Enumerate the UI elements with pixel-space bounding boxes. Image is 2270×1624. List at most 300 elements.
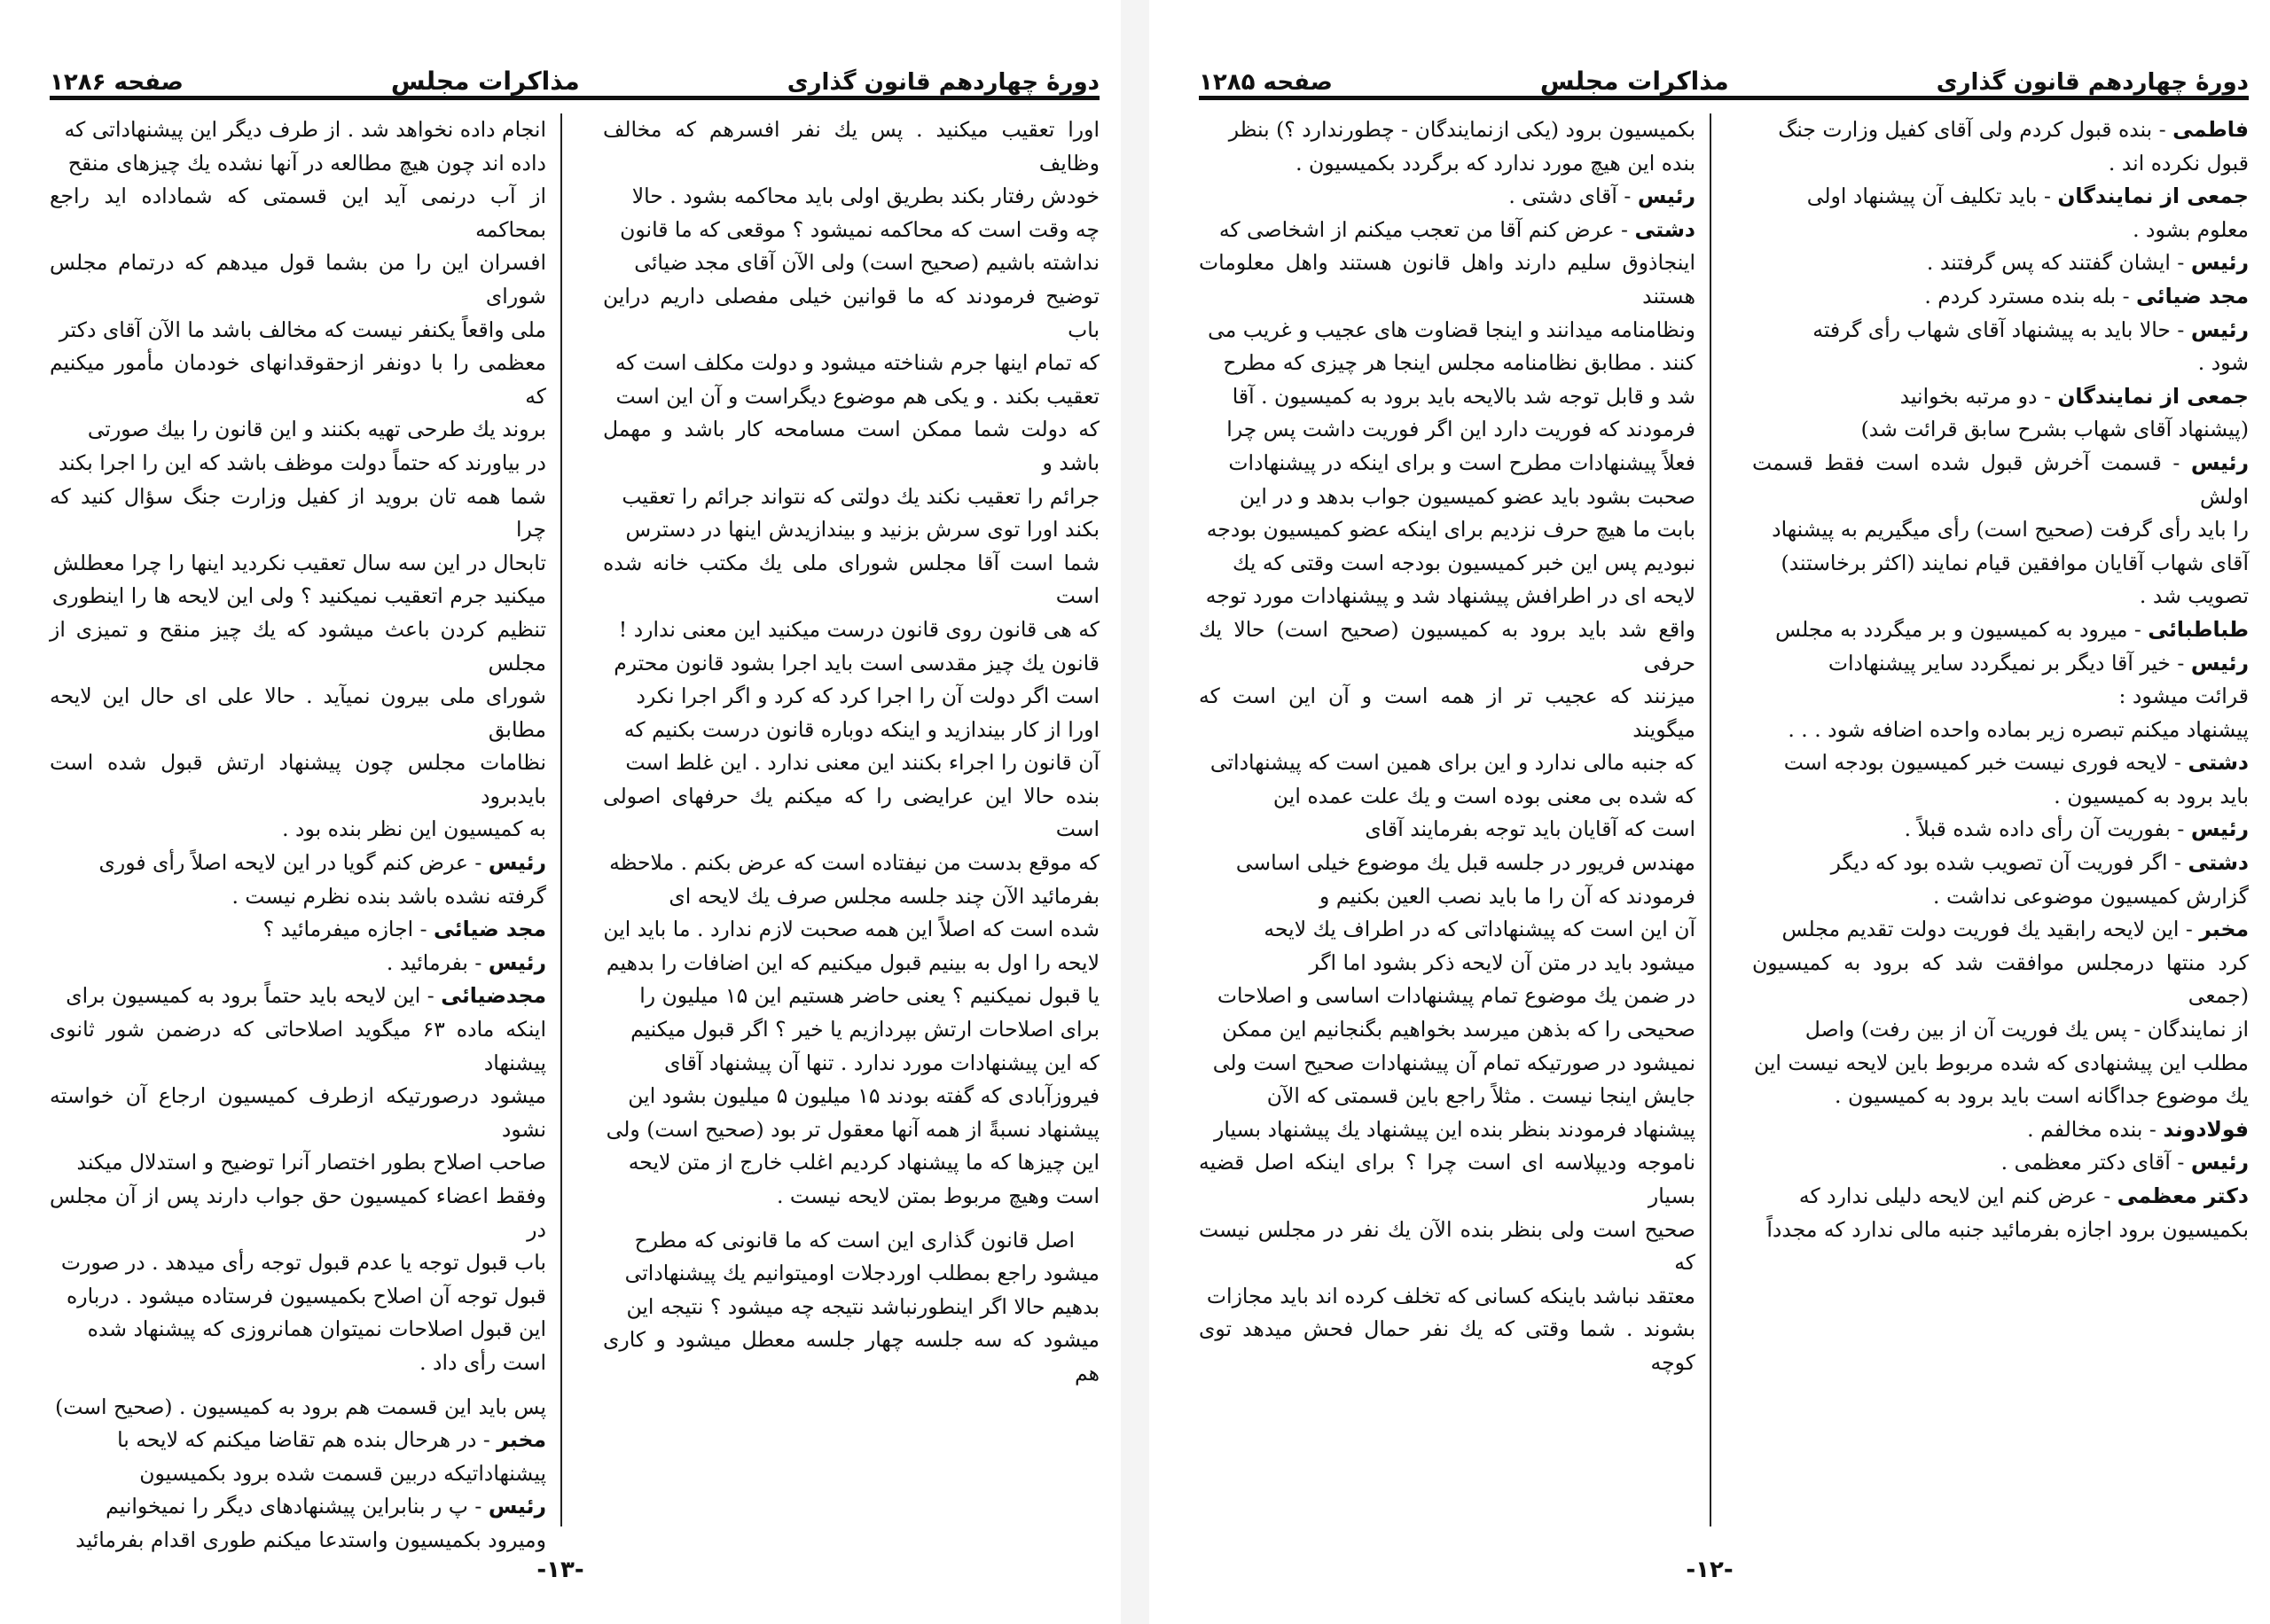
text-line [1752,347,2249,380]
text-line [50,1013,546,1080]
line-text: نبودیم پس این خبر کمیسیون بودجه است وقتی که یك [1233,550,1695,575]
line-text: میشود که سه جلسه چهار جلسه معطل میشود و کاری هم [603,1327,1100,1386]
speaker-name: رئیس [2190,816,2249,842]
line-text: میشود باید در متن آن لایحه ذکر بشود اما اگر [1309,949,1695,975]
line-text: (پیشنهاد آقای شهاب بشرح سابق قرائت شد) [1860,417,2249,442]
line-text: پیشنهاد میکنم تبصره زیر بماده واحده اضافه شود . . . [1788,716,2249,742]
line-text: ناموجه ودیپلاسه ای است چرا ؟ برای اینکه اصل قضیه بسیار [1199,1150,1695,1208]
text-line [1199,880,1695,914]
line-text: - خیر آقا دیگر بر نمیگردد سایر پیشنهادات [1828,650,2191,675]
line-text: - بنده قبول کردم ولی آقای کفیل وزارت جنگ [1778,117,2173,142]
line-text: شورای ملی بیرون نمیآید . حالا علی ای حال این لایحه مطابق [50,683,546,742]
line-text: قبول نکرده اند . [2108,150,2249,176]
line-text: ملی واقعاً یکنفر نیست که مخالف باشد ما الآن آقای دکتر [59,316,546,342]
text-line [1199,980,1695,1013]
text-line [603,1080,1100,1113]
text-line [50,1457,546,1491]
line-text: نظامات مجلس چون پیشنهاد ارتش قبول شده است بایدبرود [50,750,546,808]
line-text: تعقیب بکند . و یکی هم موضوع دیگراست و آن این است [615,383,1100,409]
line-text: پس باید این قسمت هم برود به کمیسیون . (صحیح است) [55,1394,546,1419]
line-text: نمیشود در صورتیکه تمام آن پیشنهادات صحیح است ولی [1212,1050,1695,1075]
text-line [50,1490,546,1524]
line-text: - دو مرتبه بخوانید [1899,383,2058,409]
line-text: که هی قانون روی قانون درست میکنید این معنی ندارد ! [618,616,1100,642]
line-text: میشود راجع بمطلب اوردجلات اومیتوانیم یك پیشنهاداتی [624,1261,1100,1286]
line-text: قرائت میشود : [2118,683,2249,709]
line-text: صحیحی را که بذهن میرسد بخواهیم بگنجانیم این ممکن [1222,1017,1695,1042]
speaker-name: رئیس [488,1494,546,1519]
line-text: تابحال در این سه سال تعقیب نکردید اینها را چرا معطلش [52,550,546,575]
text-line [50,113,546,147]
left-page [0,0,1121,1624]
text-line [1199,1214,1695,1280]
speaker-name: مجد ضیائی [434,917,546,942]
paragraph-spacer [603,1214,1100,1224]
line-text: است وهیچ مربوط بمتن لایحه نیست . [776,1183,1100,1208]
text-line [1752,847,2249,880]
text-line [1199,1146,1695,1213]
line-text: بنده این هیچ مورد ندارد که برگردد بکمیسیون . [1295,150,1695,176]
text-line [1199,180,1695,214]
line-text: تنظیم کردن باعث میشود که یك چیز منقح و تمیزی از مجلس [50,616,546,675]
line-text: معتقد نباشد باینکه کسانی که تخلف کرده اند باید مجازات [1206,1283,1695,1308]
text-line [50,1424,546,1457]
text-line [1752,1146,2249,1180]
line-text: از آب درنمی آید این قسمتی که شماداده اید راجع بمحاکمه [50,183,546,242]
line-text: فیروزآبادی که گفته بودند ۱۵ میلیون ۵ میلیون بشود این [628,1083,1100,1109]
text-line [1199,813,1695,847]
text-line [50,1391,546,1425]
right-header-rule [1199,96,2249,100]
text-line [1199,613,1695,680]
text-line [50,880,546,914]
line-text: خودش رفتار بکند بطریق اولی باید محاکمه بشود . حالا [631,183,1100,209]
line-text: انجام داده نخواهد شد . از طرف دیگر این پیشنهاداتی که [64,117,546,142]
text-line [603,513,1100,547]
line-text: - عرض کنم این لایحه دلیلی ندارد که [1798,1183,2117,1208]
line-text: شما است آقا مجلس شورای ملی یك مکتب خانه شده است [603,550,1100,609]
line-text: وفقط اعضاء کمیسیون حق جواب دارند پس از آن مجلس در [50,1183,546,1242]
line-text: اورا از کار بیندازید و اینکه دوباره قانون درست بکنیم که [623,716,1100,742]
text-line [1752,1047,2249,1081]
line-text: کرد منتها درمجلس موافقت شد که برود به کمیسیون (جمعی [1752,949,2249,1009]
line-text: که تمام اینها جرم شناخته میشود و دولت مکلف است که [614,350,1100,376]
speaker-name: دشتی [2188,750,2249,776]
line-text: که موقع بدست من نیفتاده است که عرض بکنم . ملاحظه [609,850,1100,876]
text-line [1199,246,1695,313]
line-text: اینجاذوق سلیم دارند واهل قانون هستند واهل معلومات هستند [1199,250,1695,308]
text-line [50,314,546,347]
line-text: معظمی را با دونفر ازحقوقدانهای خودمان مأمور میکنیم که [50,350,546,409]
text-line [603,780,1100,847]
line-text: صاحب اصلاح بطور اختصار آنرا توضیح و استدلال میکند [76,1150,546,1175]
left-header-page-number: صفحه ۱۲۸۶ [50,69,184,96]
line-text: - حالا باید به پیشنهاد آقای شهاب رأی گرفته [1812,316,2191,342]
text-line [603,1291,1100,1324]
line-text: است اگر دولت آن را اجرا کرد که کرد و اگر اجرا نکرد [636,683,1100,709]
text-line [1752,214,2249,247]
line-text: داده اند چون هیچ مطالعه در آنها نشده یك چیزهای منقح [67,150,546,176]
line-text: تصویب شد . [2139,583,2249,609]
line-text: باید برود به کمیسیون . [2054,783,2249,808]
line-text: صحیح است ولی بنظر بنده الآن یك نفر در مجلس نیست که [1199,1216,1695,1276]
line-text: شود . [2197,350,2249,376]
text-line [1199,947,1695,980]
text-line [603,647,1100,681]
text-line [603,480,1100,514]
line-text: قانون یك چیز مقدسی است باید اجرا بشود قانون محترم [614,650,1100,675]
text-line [50,413,546,447]
text-line [1752,1180,2249,1214]
text-line [50,947,546,980]
text-line [1752,1080,2249,1113]
text-line [50,613,546,680]
text-line [50,1146,546,1180]
line-text: جایش اینجا نیست . مثلاً راجع باین قسمتی که الآن [1266,1083,1695,1109]
text-line [603,1257,1100,1291]
text-line [1199,147,1695,181]
text-line [603,980,1100,1013]
speaker-name: رئیس [2190,316,2249,342]
text-line [1752,180,2249,214]
text-line [1752,147,2249,181]
text-line [1199,1013,1695,1047]
text-line [1752,380,2249,414]
right-header-title: دورهٔ چهاردهم قانون گذاری [1936,69,2249,96]
text-line [603,1113,1100,1147]
text-line [603,714,1100,747]
right-page-folio: -۱۲- [1686,1557,1734,1583]
speaker-name: دشتی [2188,850,2249,876]
text-line [50,913,546,947]
line-text: فرمودند که آن را ما باید نصب العین بکنیم و [1319,883,1695,909]
speaker-name: مخبر [497,1427,546,1453]
line-text: که جنبه مالی ندارد و این برای همین است که پیشنهاداتی [1209,750,1695,776]
text-line [1199,746,1695,780]
text-line [603,880,1100,914]
left-page-left-column [50,113,546,1552]
line-text: گزارش کمیسیون موضوعی نداشت . [1933,883,2249,909]
text-line [1752,513,2249,547]
right-page-header [1199,50,2249,96]
line-text: این قبول اصلاحات نمیتوان همانروزی که پیشنهاد شده [87,1316,546,1342]
speaker-name: مجدضیائی [441,983,546,1009]
text-line [1752,1113,2249,1147]
text-line [1199,547,1695,581]
left-page-column-divider [560,113,562,1526]
text-line [603,380,1100,414]
line-text: بشوند . شما وقتی که یك نفر حمال فحش میدهد توی کوچه [1199,1316,1695,1375]
line-text: لایحه ای در اطرافش پیشنهاد شد و پیشنهادات مورد توجه [1205,583,1695,609]
speaker-name: فاطمی [2172,117,2249,142]
text-line [603,1180,1100,1214]
line-text: میشود درصورتیکه ازطرف کمیسیون ارجاع آن خواسته نشود [50,1083,546,1142]
line-text: برای اصلاحات ارتش بپردازیم یا خیر ؟ اگر قبول میکنیم [630,1017,1100,1042]
line-text: نداشته باشیم (صحیح است) ولی الآن آقای مجد ضیائی [634,250,1100,276]
line-text: که دولت شما ممکن است مسامحه کار باشد و مهمل باشد و [603,417,1100,475]
line-text: پیشنهاد فرمودند بنظر بنده این پیشنهاد یك پیشنهاد بسیار [1213,1116,1695,1142]
line-text: مهندس فریور در جلسه قبل یك موضوع خیلی اساسی [1235,850,1695,876]
line-text: واقع شد باید برود به کمیسیون (صحیح است) حالا یك حرفی [1199,616,1695,675]
text-line [1199,447,1695,480]
text-line [50,1313,546,1347]
text-line [1199,314,1695,347]
line-text: - پ ر بنابراین پیشنهادهای دیگر را نمیخوانیم [106,1494,489,1519]
line-text: است که آقایان باید توجه بفرمایند آقای [1365,816,1695,842]
line-text: شما همه تان بروید از کفیل وزارت جنگ سؤال کنید که چرا [50,483,546,543]
line-text: فرمودند که فوریت دارد این اگر فوریت داشت پس چرا [1226,417,1695,442]
line-text: را باید رأی گرفت (صحیح است) رأی میگیریم به پیشنهاد [1772,517,2249,543]
text-line [1752,746,2249,780]
paragraph-spacer [50,1380,546,1391]
line-text: آقای شهاب آقایان موافقین قیام نمایند (اکثر برخاستند) [1781,550,2249,575]
text-line [50,480,546,547]
right-page [1149,0,2270,1624]
speaker-name: جمعی از نمایندگان [2057,183,2249,209]
line-text: صحبت بشود باید عضو کمیسیون جواب بدهد و در این [1239,483,1695,509]
text-line [50,447,546,480]
text-line [603,347,1100,380]
line-text: پیشنهاد نسبةً از همه آنها معقول تر بود (صحیح است) ولی [606,1116,1100,1142]
line-text: به کمیسیون این نظر بنده بود . [282,816,546,842]
line-text: - اگر فوریت آن تصویب شده بود که دیگر [1830,850,2188,876]
line-text: اینکه ماده ۶۳ میگوید اصلاحاتی که درضمن شور ثانوی پیشنهاد [50,1017,546,1075]
text-line [50,580,546,613]
line-text: بکند اورا توی سرش بزنید و بیندازیدش اینها در دسترس [625,517,1100,543]
text-line [603,1224,1100,1258]
line-text: باب قبول توجه یا عدم قبول توجه رأی میدهد . در صورت [60,1250,546,1276]
line-text: در ضمن یك موضوع تمام پیشنهادات اساسی و اصلاحات [1217,983,1695,1009]
text-line [50,746,546,813]
right-header-center: مذاکرات مجلس [1539,66,1729,96]
line-text: بکمیسیون برود اجازه بفرمائید جنبه مالی ندارد که مجدداً [1766,1216,2249,1242]
text-line [50,1180,546,1246]
text-line [1199,380,1695,414]
text-line [50,347,546,413]
text-line [1752,780,2249,814]
text-line [1199,1313,1695,1379]
line-text: شد و قابل توجه شد بالایحه باید برود به کمیسیون . آقا [1232,383,1695,409]
line-text: میکنید جرم اتعقیب نمیکنید ؟ ولی این لایحه ها را اینطوری [51,583,546,609]
text-line [50,847,546,880]
left-page-right-column [603,113,1100,1539]
text-line [603,113,1100,180]
line-text: - بفوریت آن رأی داده شده قبلاً . [1904,816,2191,842]
line-text: که شده بی معنی بوده است و یك علت عمده این [1272,783,1695,808]
line-text: جرائم را تعقیب نکند یك دولتی که نتواند جرائم را تعقیب [622,483,1100,509]
line-text: کنند . مطابق نظامنامه مجلس اینجا هر چیزی که مطرح [1223,350,1695,376]
line-text: توضیح فرمودند که ما قوانین خیلی مفصلی داریم دراین باب [603,283,1100,342]
text-line [1752,947,2249,1013]
line-text: - عرض کنم آقا من تعجب میکنم از اشخاصی که [1218,216,1635,242]
text-line [603,1146,1100,1180]
line-text: مطلب این پیشنهادی که شده مربوط باین لایحه نیست این [1753,1050,2249,1075]
line-text: - ایشان گفتند که پس گرفتند . [1926,250,2191,276]
text-line [50,1080,546,1146]
text-line [50,1280,546,1314]
text-line [1199,214,1695,247]
text-line [50,1524,546,1558]
text-line [1199,113,1695,147]
line-text: - اجازه میفرمائید ؟ [262,917,434,942]
text-line [1752,280,2249,314]
text-line [50,547,546,581]
line-text: بنده حالا این عرایضی را که میکنم یك حرفهای اصولی است [603,783,1100,842]
line-text: - لایحه فوری نیست خبر کمیسیون بودجه است [1783,750,2188,776]
speaker-name: رئیس [2190,449,2249,475]
line-text: است رأی داد . [419,1349,546,1375]
speaker-name: رئیس [2190,250,2249,276]
text-line [603,947,1100,980]
text-line [603,913,1100,947]
text-line [1752,880,2249,914]
line-text: ومیرود بکمیسیون واستدعا میکنم طوری اقدام بفرمائید [75,1526,546,1552]
book-gutter [1121,0,1149,1624]
line-text: - این لایحه رابقید یك فوریت دولت تقدیم مجلس [1781,917,2200,942]
line-text: چه وقت است که محاکمه نمیشود ؟ موقعی که ما قانون [620,216,1100,242]
line-text: میزنند که عجیب تر از همه است و آن این است که میگویند [1199,683,1695,742]
line-text: ونظامنامه میدانند و اینجا قضاوت های عجیب و غریب می [1208,316,1695,342]
line-text: اورا تعقیب میکنید . پس یك نفر افسرهم که مخالف وظایف [603,117,1100,176]
left-page-header [50,50,1100,96]
line-text: بابت ما هیچ حرف نزدیم برای اینکه عضو کمیسیون بودجه [1206,517,1695,543]
line-text: لایحه را اول به بینیم قبول میکنیم که این اضافات را بدهیم [606,949,1100,975]
speaker-name: دکتر معظمی [2117,1183,2249,1208]
text-line [1199,913,1695,947]
text-line [50,1246,546,1280]
line-text: این چیزها که ما پیشنهاد کردیم اغلب خارج از متن لایحه [628,1150,1100,1175]
text-line [50,147,546,181]
speaker-name: دشتی [1634,216,1695,242]
text-line [603,680,1100,714]
text-line [50,246,546,313]
text-line [1752,913,2249,947]
speaker-name: رئیس [488,850,546,876]
text-line [1199,480,1695,514]
text-line [1752,613,2249,647]
speaker-name: مجد ضیائی [2136,283,2249,308]
text-line [603,547,1100,613]
text-line [603,1047,1100,1081]
right-page-left-column [1199,113,1695,1539]
line-text: گرفته نشده باشد بنده نظرم نیست . [231,883,546,909]
left-page-folio: -۱۳- [536,1557,584,1583]
text-line [1199,1280,1695,1314]
text-line [50,680,546,746]
text-line [603,180,1100,214]
speaker-name: مخبر [2199,917,2249,942]
text-line [603,280,1100,347]
text-line [603,413,1100,480]
text-line [1752,447,2249,513]
text-line [1752,680,2249,714]
text-line [603,847,1100,880]
line-text: - قسمت آخرش قبول شده است فقط قسمت اولش [1752,449,2249,509]
text-line [1199,680,1695,746]
text-line [1752,813,2249,847]
text-line [1752,246,2249,280]
line-text: - آقای دکتر معظمی . [2000,1150,2191,1175]
line-text: بدهیم حالا اگر اینطورنباشد نتیجه چه میشود ؟ نتیجه این [626,1293,1100,1319]
line-text: پیشنهاداتیکه دربین قسمت شده برود بکمیسیون [139,1460,546,1486]
text-line [1199,513,1695,547]
line-text: یا قبول نمیکنیم ؟ یعنی حاضر هستیم این ۱۵ میلیون را [639,983,1100,1009]
text-line [1752,547,2249,581]
left-header-center: مذاکرات مجلس [390,66,580,96]
left-header-title: دورهٔ چهاردهم قانون گذاری [787,69,1100,96]
line-text: - بنده مخالفم . [2027,1116,2164,1142]
text-line [1752,580,2249,613]
text-line [603,1323,1100,1390]
line-text: فعلاً پیشنهادات مطرح است و برای اینکه در پیشنهادات [1228,449,1695,475]
right-page-right-column [1752,113,2249,1539]
line-text: در بیاورند که حتماً دولت موظف باشد که این را اجرا بکند [58,449,546,475]
text-line [1752,413,2249,447]
line-text: - آقای دشتی . [1508,183,1638,209]
speaker-name: طباطبائی [2148,616,2249,642]
text-line [50,1347,546,1380]
text-line [1752,1013,2249,1047]
line-text: بفرمائید الآن چند جلسه مجلس صرف یك لایحه ای [669,883,1100,909]
line-text: - عرض کنم گویا در این لایحه اصلاً رأی فوری [98,850,489,876]
speaker-name: فولادوند [2163,1116,2249,1142]
text-line [50,813,546,847]
line-text: که این پیشنهادات مورد ندارد . تنها آن پیشنهاد آقای [664,1050,1100,1075]
text-line [1752,113,2249,147]
text-line [603,1013,1100,1047]
line-text: - این لایحه باید حتماً برود به کمیسیون برای [66,983,442,1009]
line-text: آن قانون را اجراء بکنند این معنی ندارد . این غلط است [625,750,1100,776]
line-text: بکمیسیون برود (یکی ازنمایندگان - چطورندارد ؟) بنظر [1228,117,1695,142]
text-line [603,246,1100,280]
text-line [1752,647,2249,681]
speaker-name: رئیس [488,949,546,975]
line-text: اصل قانون گذاری این است که ما قانونی که مطرح [634,1227,1075,1253]
text-line [1199,413,1695,447]
line-text: - باید تکلیف آن پیشنهاد اولی [1806,183,2058,209]
text-line [603,214,1100,247]
speaker-name: رئیس [2190,650,2249,675]
text-line [1199,780,1695,814]
line-text: آن این است که پیشنهاداتی که در اطراف یك لایحه [1264,917,1695,942]
line-text: - میرود به کمیسیون و بر میگردد به مجلس [1775,616,2149,642]
text-line [603,613,1100,647]
text-line [1199,1113,1695,1147]
text-line [1199,847,1695,880]
text-line [603,746,1100,780]
text-line [1752,1214,2249,1247]
text-line [1199,347,1695,380]
speaker-name: رئیس [1637,183,1695,209]
line-text: یك موضوع جداگانه است باید برود به کمیسیون . [1835,1083,2249,1109]
line-text: - در هرحال بنده هم تقاضا میکنم که لایحه با [117,1427,497,1453]
right-header-page-number: صفحه ۱۲۸۵ [1199,69,1333,96]
text-line [1752,314,2249,347]
text-line [1199,580,1695,613]
text-line [50,180,546,246]
text-line [1752,714,2249,747]
line-text: - بله بنده مسترد کردم . [1924,283,2137,308]
line-text: افسران این را من بشما قول میدهم که درتمام مجلس شورای [50,250,546,308]
speaker-name: جمعی از نمایندگان [2057,383,2249,409]
line-text: شده است که اصلاً این همه صحبت لازم ندارد . ما باید این [603,917,1100,942]
right-page-column-divider [1710,113,1711,1526]
text-line [1199,1080,1695,1113]
left-header-rule [50,96,1100,100]
line-text: قبول توجه آن اصلاح بکمیسیون فرستاده میشود . درباره [66,1283,546,1308]
line-text: - بفرمائید . [386,949,489,975]
line-text: از نمایندگان - پس یك فوریت آن از بین رفت) واصل [1804,1017,2249,1042]
